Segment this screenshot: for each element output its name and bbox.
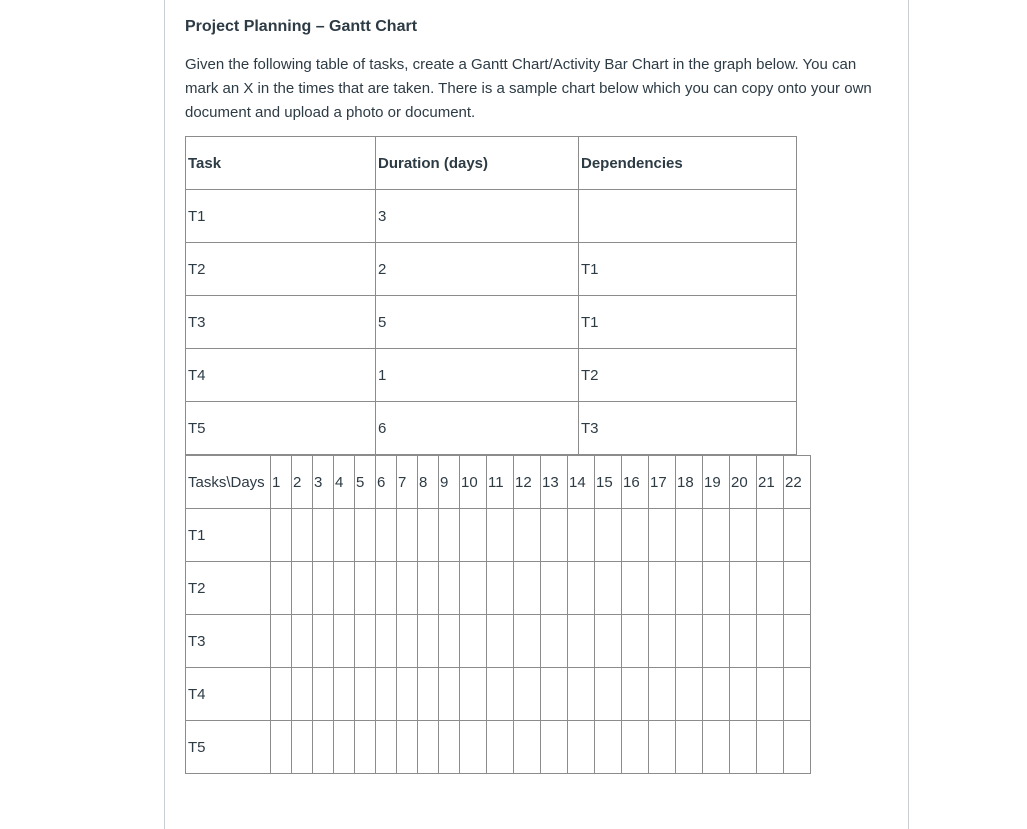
gantt-day-cell[interactable] xyxy=(541,668,568,721)
gantt-day-cell[interactable] xyxy=(568,509,595,562)
gantt-day-cell[interactable] xyxy=(568,721,595,774)
gantt-day-cell[interactable] xyxy=(541,721,568,774)
gantt-day-cell[interactable] xyxy=(397,562,418,615)
gantt-day-header: 7 xyxy=(397,456,418,509)
gantt-day-cell[interactable] xyxy=(460,668,487,721)
task-duration-cell: 2 xyxy=(376,243,579,296)
gantt-day-cell[interactable] xyxy=(355,615,376,668)
gantt-day-header: 21 xyxy=(757,456,784,509)
task-table-row xyxy=(186,243,797,296)
task-column-header: Task xyxy=(186,137,376,190)
gantt-day-cell[interactable] xyxy=(676,668,703,721)
gantt-task-row xyxy=(186,721,811,774)
gantt-header-row xyxy=(186,456,811,509)
task-dependencies-cell: T3 xyxy=(579,402,797,455)
task-name-cell: T1 xyxy=(186,190,376,243)
task-table xyxy=(185,136,797,455)
dependencies-column-header: Dependencies xyxy=(579,137,797,190)
gantt-day-cell[interactable] xyxy=(622,562,649,615)
gantt-day-header: 15 xyxy=(595,456,622,509)
gantt-day-cell[interactable] xyxy=(355,562,376,615)
gantt-day-cell[interactable] xyxy=(703,562,730,615)
gantt-day-cell[interactable] xyxy=(376,615,397,668)
gantt-day-cell[interactable] xyxy=(649,668,676,721)
gantt-day-cell[interactable] xyxy=(313,721,334,774)
gantt-day-header: 2 xyxy=(292,456,313,509)
gantt-day-cell[interactable] xyxy=(568,562,595,615)
task-dependencies-cell: T1 xyxy=(579,243,797,296)
gantt-day-cell[interactable] xyxy=(397,615,418,668)
gantt-day-cell[interactable] xyxy=(271,721,292,774)
gantt-day-cell[interactable] xyxy=(622,509,649,562)
page-title: Project Planning – Gantt Chart xyxy=(185,18,418,35)
gantt-day-cell[interactable] xyxy=(376,562,397,615)
gantt-task-row xyxy=(186,615,811,668)
gantt-day-cell[interactable] xyxy=(439,562,460,615)
gantt-day-header: 20 xyxy=(730,456,757,509)
task-table-row xyxy=(186,349,797,402)
gantt-day-cell[interactable] xyxy=(334,562,355,615)
gantt-day-cell[interactable] xyxy=(418,562,439,615)
gantt-day-header: 9 xyxy=(439,456,460,509)
gantt-day-cell[interactable] xyxy=(487,562,514,615)
gantt-day-cell[interactable] xyxy=(757,509,784,562)
gantt-day-cell[interactable] xyxy=(784,668,811,721)
gantt-day-cell[interactable] xyxy=(418,668,439,721)
gantt-day-cell[interactable] xyxy=(595,562,622,615)
gantt-day-cell[interactable] xyxy=(460,562,487,615)
gantt-day-cell[interactable] xyxy=(703,509,730,562)
gantt-day-header: 11 xyxy=(487,456,514,509)
gantt-day-cell[interactable] xyxy=(313,668,334,721)
gantt-day-header: 10 xyxy=(460,456,487,509)
gantt-day-cell[interactable] xyxy=(418,509,439,562)
gantt-day-cell[interactable] xyxy=(622,615,649,668)
gantt-task-label: T3 xyxy=(186,615,271,668)
gantt-day-cell[interactable] xyxy=(595,721,622,774)
gantt-day-cell[interactable] xyxy=(730,668,757,721)
gantt-day-cell[interactable] xyxy=(376,668,397,721)
gantt-day-cell[interactable] xyxy=(292,509,313,562)
gantt-day-cell[interactable] xyxy=(271,509,292,562)
task-table-row xyxy=(186,190,797,243)
gantt-day-cell[interactable] xyxy=(514,668,541,721)
task-duration-cell: 6 xyxy=(376,402,579,455)
gantt-day-cell[interactable] xyxy=(568,668,595,721)
task-name-cell: T3 xyxy=(186,296,376,349)
task-dependencies-cell xyxy=(579,190,797,243)
gantt-day-cell[interactable] xyxy=(757,562,784,615)
gantt-day-header: 16 xyxy=(622,456,649,509)
task-name-cell: T2 xyxy=(186,243,376,296)
gantt-task-label: T4 xyxy=(186,668,271,721)
gantt-day-cell[interactable] xyxy=(271,668,292,721)
gantt-day-cell[interactable] xyxy=(376,721,397,774)
gantt-day-cell[interactable] xyxy=(757,615,784,668)
gantt-day-cell[interactable] xyxy=(460,509,487,562)
gantt-task-row xyxy=(186,562,811,615)
gantt-day-cell[interactable] xyxy=(568,615,595,668)
gantt-day-cell[interactable] xyxy=(355,509,376,562)
gantt-day-header: 14 xyxy=(568,456,595,509)
gantt-day-cell[interactable] xyxy=(676,509,703,562)
gantt-day-cell[interactable] xyxy=(703,615,730,668)
gantt-day-cell[interactable] xyxy=(487,721,514,774)
gantt-day-header: 8 xyxy=(418,456,439,509)
task-table-header-row xyxy=(186,137,797,190)
task-table-row xyxy=(186,402,797,455)
gantt-day-cell[interactable] xyxy=(313,615,334,668)
gantt-day-header: 18 xyxy=(676,456,703,509)
gantt-task-label: T1 xyxy=(186,509,271,562)
page-left-border xyxy=(164,0,165,829)
gantt-day-header: 6 xyxy=(376,456,397,509)
gantt-day-cell[interactable] xyxy=(541,562,568,615)
task-name-cell: T4 xyxy=(186,349,376,402)
gantt-day-cell[interactable] xyxy=(514,562,541,615)
gantt-day-cell[interactable] xyxy=(292,562,313,615)
gantt-day-cell[interactable] xyxy=(460,615,487,668)
gantt-day-cell[interactable] xyxy=(757,721,784,774)
gantt-day-cell[interactable] xyxy=(487,615,514,668)
gantt-day-cell[interactable] xyxy=(514,509,541,562)
gantt-day-header: 3 xyxy=(313,456,334,509)
gantt-day-cell[interactable] xyxy=(514,721,541,774)
gantt-day-cell[interactable] xyxy=(313,509,334,562)
gantt-day-cell[interactable] xyxy=(622,721,649,774)
gantt-day-cell[interactable] xyxy=(334,668,355,721)
task-table-row xyxy=(186,296,797,349)
gantt-day-cell[interactable] xyxy=(676,615,703,668)
gantt-day-cell[interactable] xyxy=(730,615,757,668)
gantt-day-cell[interactable] xyxy=(703,721,730,774)
gantt-day-cell[interactable] xyxy=(649,509,676,562)
gantt-day-cell[interactable] xyxy=(784,615,811,668)
instructions-paragraph: Given the following table of tasks, create a Gantt Chart/Activity Bar Chart in the graph below. You can mark an X in the times that are taken. There is a sample chart below which you can copy onto your own document and upload a photo or document. xyxy=(185,56,872,121)
gantt-day-cell[interactable] xyxy=(730,721,757,774)
gantt-day-cell[interactable] xyxy=(397,668,418,721)
gantt-day-cell[interactable] xyxy=(649,562,676,615)
gantt-day-cell[interactable] xyxy=(514,615,541,668)
gantt-day-cell[interactable] xyxy=(649,721,676,774)
gantt-day-cell[interactable] xyxy=(487,668,514,721)
gantt-day-cell[interactable] xyxy=(487,509,514,562)
gantt-day-cell[interactable] xyxy=(784,562,811,615)
gantt-day-cell[interactable] xyxy=(355,721,376,774)
gantt-day-cell[interactable] xyxy=(595,509,622,562)
gantt-day-cell[interactable] xyxy=(271,615,292,668)
gantt-day-cell[interactable] xyxy=(784,721,811,774)
page-right-border xyxy=(908,0,909,829)
gantt-day-header: 17 xyxy=(649,456,676,509)
task-duration-cell: 1 xyxy=(376,349,579,402)
gantt-day-cell[interactable] xyxy=(460,721,487,774)
gantt-day-cell[interactable] xyxy=(595,668,622,721)
gantt-day-cell[interactable] xyxy=(649,615,676,668)
gantt-day-cell[interactable] xyxy=(757,668,784,721)
gantt-day-cell[interactable] xyxy=(622,668,649,721)
gantt-day-cell[interactable] xyxy=(439,668,460,721)
gantt-day-cell[interactable] xyxy=(397,509,418,562)
gantt-chart-table xyxy=(185,455,811,774)
gantt-day-header: 13 xyxy=(541,456,568,509)
gantt-day-cell[interactable] xyxy=(376,509,397,562)
duration-column-header: Duration (days) xyxy=(376,137,579,190)
gantt-task-label: T2 xyxy=(186,562,271,615)
gantt-day-cell[interactable] xyxy=(355,668,376,721)
gantt-day-cell[interactable] xyxy=(541,615,568,668)
gantt-day-cell[interactable] xyxy=(439,721,460,774)
gantt-day-cell[interactable] xyxy=(730,509,757,562)
task-dependencies-cell: T1 xyxy=(579,296,797,349)
gantt-day-header: 22 xyxy=(784,456,811,509)
gantt-day-cell[interactable] xyxy=(439,615,460,668)
gantt-day-cell[interactable] xyxy=(676,562,703,615)
task-dependencies-cell: T2 xyxy=(579,349,797,402)
gantt-day-cell[interactable] xyxy=(313,562,334,615)
gantt-day-cell[interactable] xyxy=(334,509,355,562)
gantt-day-cell[interactable] xyxy=(334,615,355,668)
gantt-corner-label: Tasks\Days xyxy=(186,456,271,509)
gantt-day-cell[interactable] xyxy=(541,509,568,562)
gantt-day-cell[interactable] xyxy=(418,721,439,774)
task-duration-cell: 5 xyxy=(376,296,579,349)
gantt-day-header: 5 xyxy=(355,456,376,509)
gantt-day-cell[interactable] xyxy=(676,721,703,774)
gantt-day-header: 1 xyxy=(271,456,292,509)
gantt-task-row xyxy=(186,509,811,562)
gantt-day-cell[interactable] xyxy=(334,721,355,774)
gantt-day-cell[interactable] xyxy=(439,509,460,562)
gantt-day-cell[interactable] xyxy=(418,615,439,668)
gantt-day-cell[interactable] xyxy=(595,615,622,668)
gantt-day-header: 19 xyxy=(703,456,730,509)
gantt-day-cell[interactable] xyxy=(292,668,313,721)
gantt-day-cell[interactable] xyxy=(292,721,313,774)
task-name-cell: T5 xyxy=(186,402,376,455)
gantt-day-cell[interactable] xyxy=(784,509,811,562)
gantt-day-header: 12 xyxy=(514,456,541,509)
gantt-day-header: 4 xyxy=(334,456,355,509)
gantt-day-cell[interactable] xyxy=(703,668,730,721)
gantt-task-row xyxy=(186,668,811,721)
gantt-task-label: T5 xyxy=(186,721,271,774)
gantt-day-cell[interactable] xyxy=(730,562,757,615)
task-duration-cell: 3 xyxy=(376,190,579,243)
gantt-day-cell[interactable] xyxy=(292,615,313,668)
gantt-day-cell[interactable] xyxy=(397,721,418,774)
gantt-day-cell[interactable] xyxy=(271,562,292,615)
